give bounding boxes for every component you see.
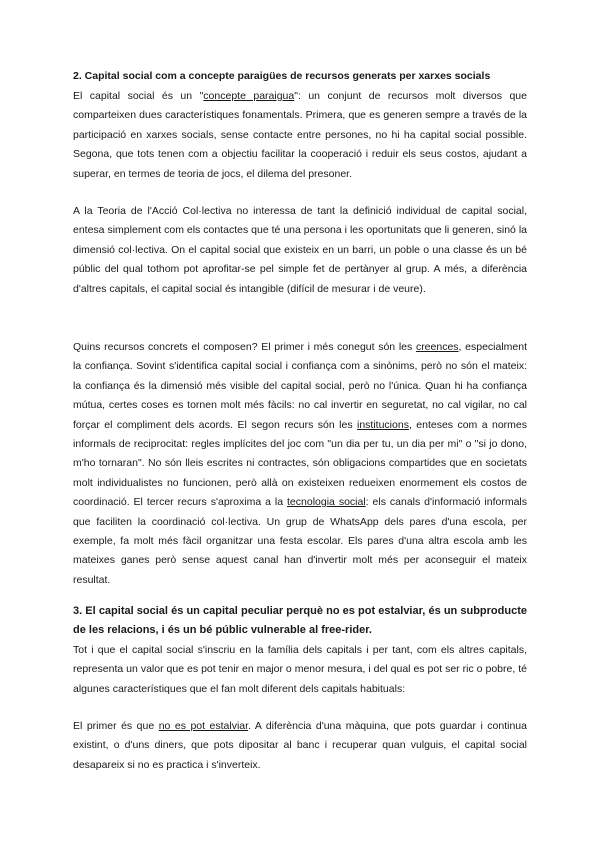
section-2-paragraph-3 [73, 338, 527, 590]
text-run: , especialment la confiança. Sovint s'identifica capital social i confiança com a sinònims, però no són el mateix: la confiança és la dimensió més visible del capital social, però no l'única. Quan hi ha confiança mútua, certes coses es tornen molt més fàcils: no cal invertir en seguretat, no cal vigilar, no cal forçar el compliment dels acords. El segon recurs són les [73, 341, 528, 431]
text-run: . A diferència d'una màquina, que pots guardar i continua existint, o d'uns diners, que pots dipositar al banc i recuperar quan vulguis, el capital social desapareix si no es practica i s'inverteix. [73, 720, 527, 771]
text-run: Quins recursos concrets el composen? El primer i més conegut són les [73, 341, 416, 353]
underlined-term-tecnologia-social: tecnologia social [287, 496, 366, 509]
underlined-term-institucions: institucions [357, 418, 409, 431]
text-run: El primer és que [73, 720, 159, 732]
section-2-paragraph-2: A la Teoria de l'Acció Col·lectiva no interessa de tant la definició individual de capital social, entesa simplement com els contactes que té una persona i les oportunitats que li generen, sinó la dimensió col·lectiva. On el capital social que existeix en un barri, un poble o una classe és un bé públic del qual tothom pot aprofitar-se pel simple fet de pertànyer al grup. A més, a diferència d'altres capitals, el capital social és intangible (difícil de mesurar i de veure). [73, 205, 527, 295]
text-run: : els canals d'informació informals que faciliten la coordinació col·lectiva. Un grup de WhatsApp dels pares d'una escola, per exemple, fa molt més fàcil organitzar una festa escolar. Els pares d'una altra escola amb les mateixes ganes però sense aquest canal han d'invertir molt més per aconseguir el mateix resultat. [73, 496, 527, 586]
text-run: ": un conjunt de recursos molt diversos que comparteixen dues característiques fonamentals. Primera, que es generen sempre a través de la participació en xarxes socials, sense contacte entre persones, no hi ha capital social possible. Segona, que tots tenen com a objectiu facilitar la cooperació i reduir els seus costos, ajudant a superar, en termes de teoria de jocs, el dilema del presoner. [73, 90, 527, 180]
underlined-term-no-es-pot-estalviar: no es pot estalviar [158, 720, 249, 732]
text-run: , enteses com a normes informals de reciprocitat: regles implícites del joc com "un dia per tu, un dia per mi" o "si jo dono, m'ho tornaran". No són lleis escrites ni contractes, són obligacions compartides que en societats molt individualistes no funcionen, però allà on existeixen redueixen enormement els costos de coordinació. El tercer recurs s'aproxima a la [73, 418, 527, 509]
section-2-heading: 2. Capital social com a concepte paraigües de recursos generats per xarxes socials [73, 70, 491, 82]
section-3-paragraph-2 [73, 717, 527, 775]
text-run: El capital social és un " [73, 90, 204, 102]
underlined-term-creences: creences [415, 341, 459, 353]
section-2-paragraph-1 [73, 87, 527, 184]
section-3-paragraph-1: Tot i que el capital social s'inscriu en la família dels capitals i per tant, com els altres capitals, representa un valor que es pot tenir en major o menor mesura, i del qual es pot ser ric o pobre, té algunes característiques que el fan molt diferent dels capitals habituals: [73, 644, 527, 695]
section-3-heading: 3. El capital social és un capital peculiar perquè no es pot estalviar, és un subproducte de les relacions, i és un bé públic vulnerable al free-rider. [73, 605, 527, 637]
underlined-term-concepte-paraigua: concepte paraigua [203, 90, 295, 102]
